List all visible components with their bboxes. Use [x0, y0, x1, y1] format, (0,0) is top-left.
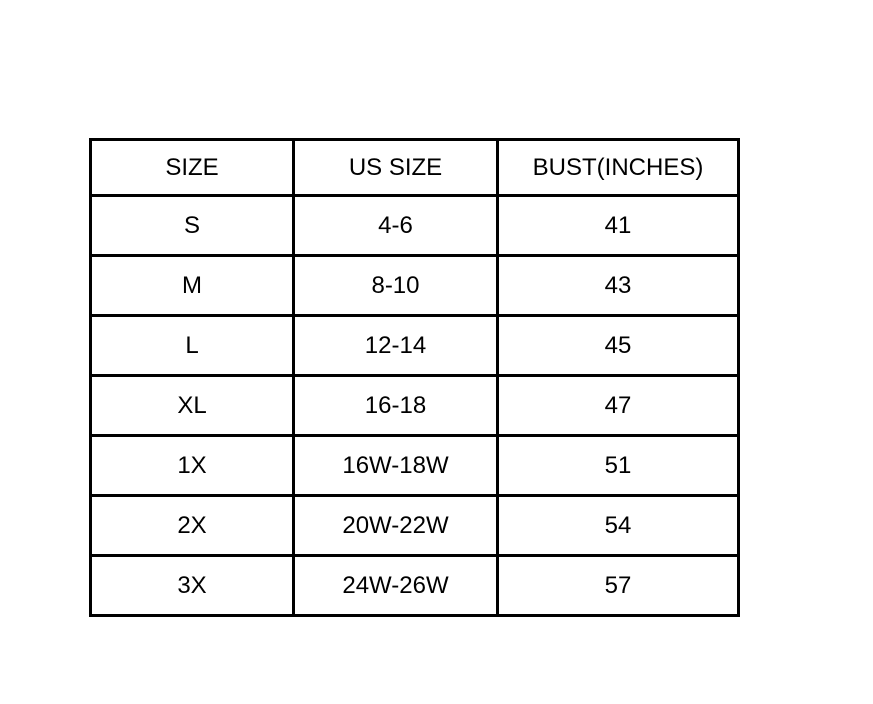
- table-row-2x: [91, 496, 739, 556]
- cell-us-size: 12-14: [294, 316, 498, 376]
- size-chart-body: [91, 196, 739, 616]
- column-header-size: SIZE: [91, 140, 294, 196]
- cell-size: 2X: [91, 496, 294, 556]
- cell-size: 1X: [91, 436, 294, 496]
- cell-us-size: 24W-26W: [294, 556, 498, 616]
- cell-bust: 57: [498, 556, 739, 616]
- cell-size: 3X: [91, 556, 294, 616]
- size-chart-table: [89, 138, 740, 617]
- table-row-l: [91, 316, 739, 376]
- cell-bust: 41: [498, 196, 739, 256]
- cell-size: L: [91, 316, 294, 376]
- cell-size: S: [91, 196, 294, 256]
- table-row-xl: [91, 376, 739, 436]
- cell-us-size: 4-6: [294, 196, 498, 256]
- cell-bust: 45: [498, 316, 739, 376]
- column-header-bust-inches: BUST(INCHES): [498, 140, 739, 196]
- cell-bust: 47: [498, 376, 739, 436]
- header-row: [91, 140, 739, 196]
- cell-us-size: 16W-18W: [294, 436, 498, 496]
- cell-bust: 43: [498, 256, 739, 316]
- cell-bust: 54: [498, 496, 739, 556]
- table-row-s: [91, 196, 739, 256]
- table-row-1x: [91, 436, 739, 496]
- column-header-us-size: US SIZE: [294, 140, 498, 196]
- cell-bust: 51: [498, 436, 739, 496]
- table-row-m: [91, 256, 739, 316]
- cell-size: M: [91, 256, 294, 316]
- size-chart-header: [91, 140, 739, 196]
- cell-us-size: 16-18: [294, 376, 498, 436]
- table-row-3x: [91, 556, 739, 616]
- cell-us-size: 8-10: [294, 256, 498, 316]
- cell-size: XL: [91, 376, 294, 436]
- cell-us-size: 20W-22W: [294, 496, 498, 556]
